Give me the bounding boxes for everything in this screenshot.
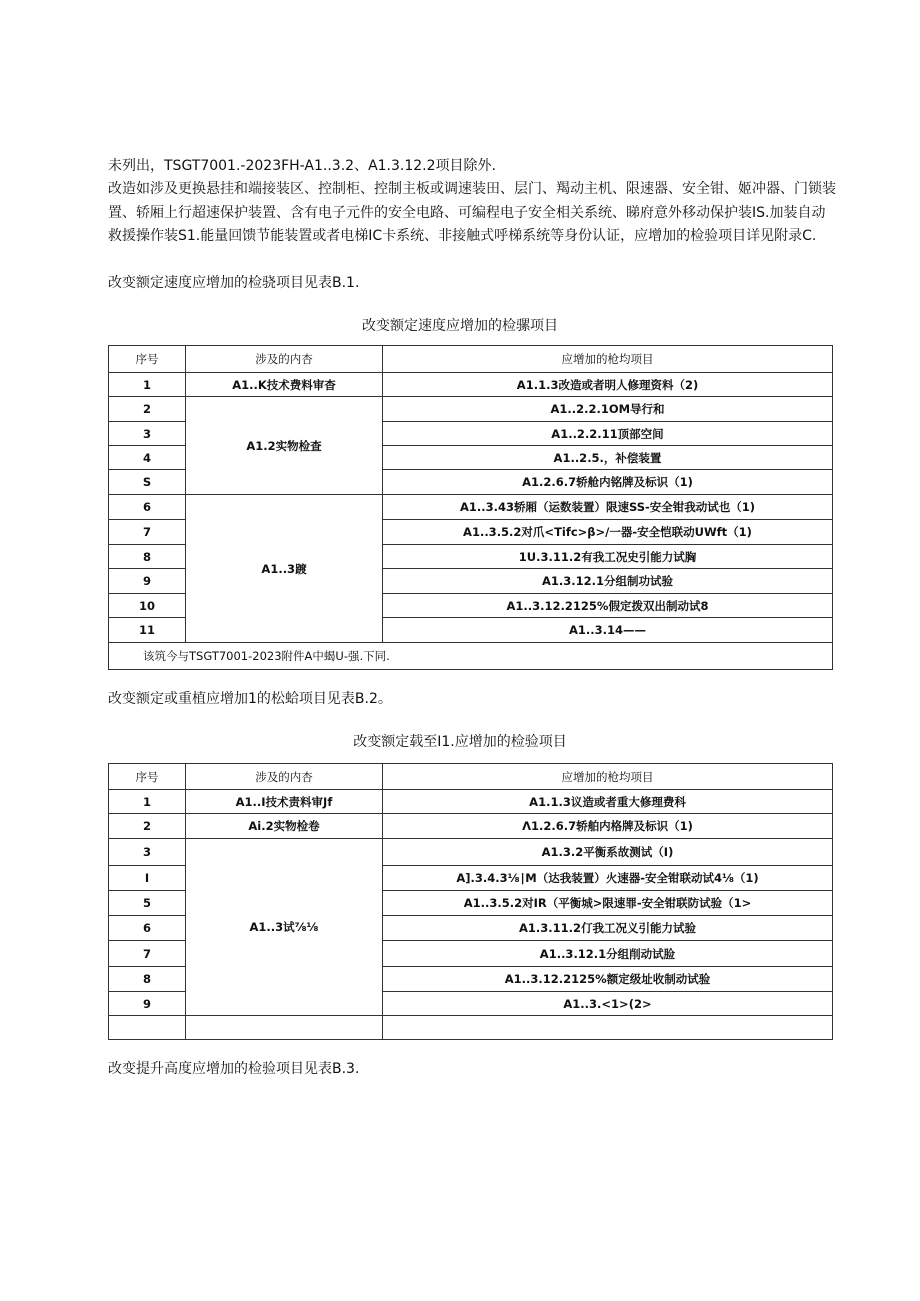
row-item: A1.2.6.7轿舱内铭牌及标识（1) [383, 470, 833, 495]
header-no: 序号 [109, 346, 186, 373]
row-number: 6 [109, 916, 186, 941]
row-item: A1..3.12.1分组削动试脸 [383, 941, 833, 967]
row-number: 11 [109, 618, 186, 643]
row-item: A1.1.3议造或者重大修理费科 [383, 790, 833, 814]
header-item: 应增加的枪均项目 [383, 764, 833, 790]
row-area: A1.2实物检查 [186, 397, 383, 495]
spacer-cell [383, 1016, 833, 1040]
row-item: A1..2.5.，补偿装置 [383, 446, 833, 470]
row-number: 10 [109, 594, 186, 618]
row-number: 9 [109, 992, 186, 1016]
table-row [109, 814, 833, 839]
table1-caption: 改变额定速度应增加的检骡项目 [362, 318, 558, 334]
row-area: A1..K技术费料审杳 [186, 373, 383, 397]
row-number: 8 [109, 545, 186, 569]
row-number: 2 [109, 814, 186, 839]
row-number: 4 [109, 446, 186, 470]
row-item: A1..3.43轿厢（运数装置）限速SS-安全钳我动试也（1) [383, 495, 833, 520]
row-item: 1U.3.11.2有我工况史引能力试胸 [383, 545, 833, 569]
row-item: A1..3.14—— [383, 618, 833, 643]
intro-paragraph-1: 未列出，TSGT7001.-2023FH-A1..3.2、A1.3.12.2项目除外. [108, 158, 496, 174]
table2-caption: 改变额定载至I1.应增加的检验项目 [353, 734, 567, 750]
row-number: 8 [109, 967, 186, 992]
row-item: Λ1.2.6.7轿舶内格牌及标识（1) [383, 814, 833, 839]
row-number: 7 [109, 520, 186, 545]
row-number: 6 [109, 495, 186, 520]
row-area: A1..I技术责料审Jf [186, 790, 383, 814]
spacer-cell [109, 1016, 186, 1040]
table-row [109, 790, 833, 814]
table2-header-row [109, 764, 833, 790]
row-item: A1..3.12.2125%假定拨双出制动试8 [383, 594, 833, 618]
spacer-cell [186, 1016, 383, 1040]
row-number: 7 [109, 941, 186, 967]
row-item: A1..3.5.2对IR（平衡城>限速罪-安全钳联防试验（1> [383, 891, 833, 916]
header-area: 涉及的内杏 [186, 346, 383, 373]
table1-note-row [109, 643, 833, 670]
header-no: 序号 [109, 764, 186, 790]
table1-header-row [109, 346, 833, 373]
row-number: I [109, 866, 186, 891]
row-area: A1..3踱 [186, 495, 383, 643]
row-number: 5 [109, 891, 186, 916]
row-number: 1 [109, 790, 186, 814]
intro-paragraph-2: 改造如涉及更换悬挂和端接装区、控制柜、控制主板或调速装田、层门、羯动主机、限速器、安全钳、姬冲器、门锁装置、轿厢上行超速保护装置、含有电子元件的安全电路、可编程电子安全相关系统、睇府意外移动保护装IS.加装自动救援操作装S1.能量回馈节能装置或者电梯IC卡系统、非接触式呼梯系统等身份认证，应增加的检验项目详见附录C. [108, 181, 836, 244]
row-number: S [109, 470, 186, 495]
table-row [109, 397, 833, 422]
row-number: 1 [109, 373, 186, 397]
table-row [109, 373, 833, 397]
table-row [109, 839, 833, 866]
row-number: 9 [109, 569, 186, 594]
row-item: A1..2.2.11顶部空间 [383, 422, 833, 446]
header-area: 涉及的内杏 [186, 764, 383, 790]
table1 [108, 345, 833, 670]
header-item: 应增加的枪均项目 [383, 346, 833, 373]
row-item: A1..3.<1>(2> [383, 992, 833, 1016]
row-item: A1.1.3改造或者明人修理资料（2) [383, 373, 833, 397]
intro-paragraph-3: 改变额定速度应增加的检骁项目见表B.1. [108, 275, 360, 291]
row-item: A1..2.2.1OM导行和 [383, 397, 833, 422]
row-item: A1..3.12.2125%额定级址收制动试验 [383, 967, 833, 992]
row-item: A1.3.12.1分组制功试验 [383, 569, 833, 594]
intro-paragraph-5: 改变提升高度应增加的检验项目见表B.3. [108, 1061, 360, 1077]
row-item: A].3.4.3⅛∣M（达我装置）火速器-安全钳联动试4⅛（1) [383, 866, 833, 891]
table2-spacer-row [109, 1016, 833, 1040]
row-number: 2 [109, 397, 186, 422]
row-item: A1.3.2平衡系故测试（I) [383, 839, 833, 866]
row-area: Ai.2实物检卷 [186, 814, 383, 839]
table1-note: 该筑今与TSGT7001-2023附件A中蝎U-强.下同. [109, 643, 833, 670]
table2 [108, 763, 833, 1040]
table-row [109, 495, 833, 520]
row-item: A1.3.11.2仃我工况义引能力试验 [383, 916, 833, 941]
row-area: A1..3试⅞⅛ [186, 839, 383, 1016]
row-number: 3 [109, 839, 186, 866]
intro-paragraph-4: 改变额定或重植应增加1的松蛤项目见表B.2。 [108, 691, 392, 707]
row-item: A1..3.5.2对爪<Tifc>β>/一器-安全恺联动UWft（1) [383, 520, 833, 545]
row-number: 3 [109, 422, 186, 446]
